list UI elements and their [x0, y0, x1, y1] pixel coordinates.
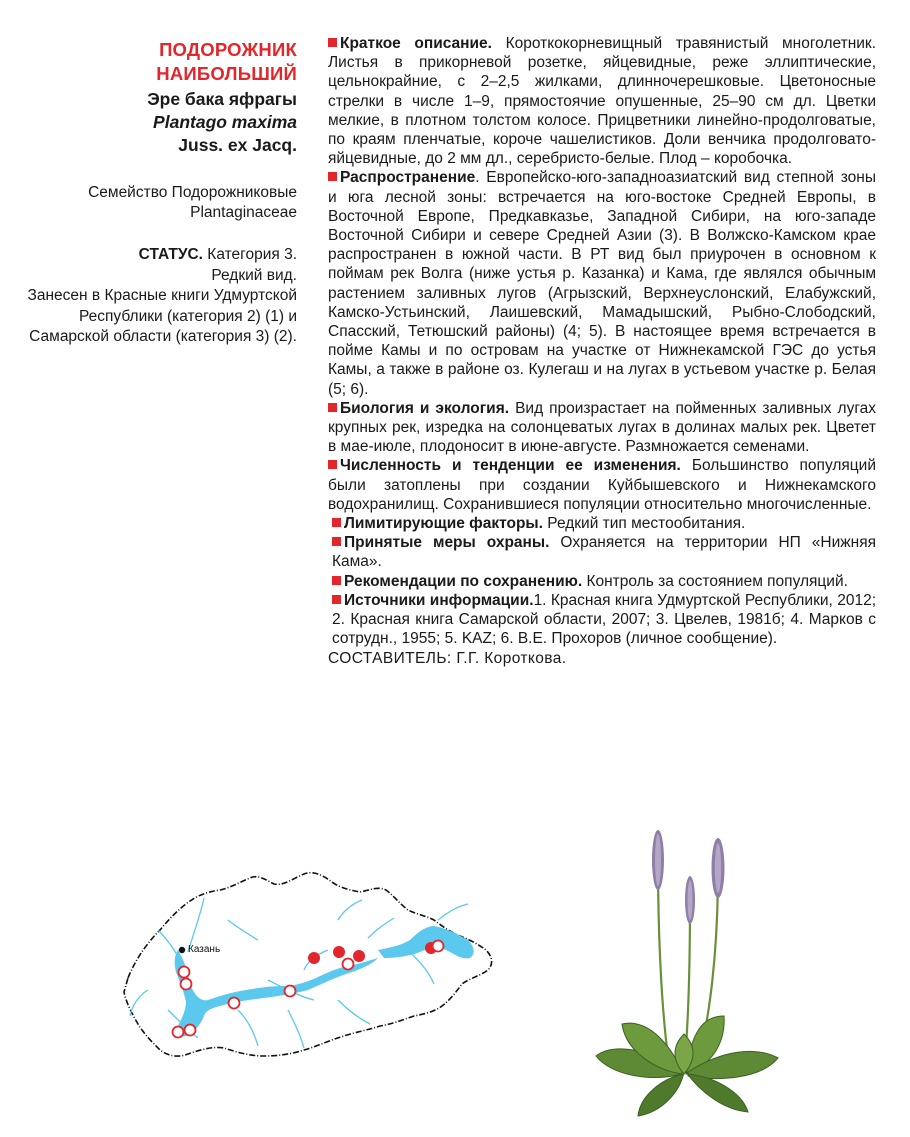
- historical-record-marker: [185, 1025, 196, 1036]
- species-title-line1: ПОДОРОЖНИК: [159, 39, 297, 60]
- red-square-bullet: [328, 403, 337, 412]
- historical-record-marker: [181, 979, 192, 990]
- section-protection-measures: Принятые меры охраны. Охраняется на территории НП «Нижняя Кама».: [332, 534, 876, 571]
- red-square-bullet: [328, 38, 337, 47]
- flower-spikes: [652, 830, 725, 924]
- section-population: Численность и тенденции ее изменения. Большинство популяций были затоплены при создании Куйбышевского и Нижнекамского водохранилищ. Сохранившиеся популяции относительно многочисленные.: [328, 457, 876, 513]
- section-recommendations: Рекомендации по сохранению. Контроль за состоянием популяций.: [328, 572, 876, 591]
- composer-line: [328, 649, 876, 668]
- red-square-bullet: [332, 518, 341, 527]
- status-text: Занесен в Красные книги Удмуртской Республики (категория 2) (1) и Самарской области (категория 3) (2).: [27, 287, 297, 345]
- historical-record-marker: [229, 998, 240, 1009]
- section-description: Краткое описание. Короткокорневищный травянистый многолетник. Листья в прикорневой розетке, яйцевидные, реже эллиптические, цельнокрайние, с 2–2,5 жилками, длинночерешковые. Цветоносные стрелки в числе 1–9, прямостоячие опушенные, 25–90 см дл. Цветки мелкие, в плотном толстом колосе. Прицветники линейно-продолговатые, по краям пленчатые, короче чашелистиков. Доли венчика продолговато-яйцевидные, до 2 мм дл., серебристо-белые. Плод – коробочка.: [328, 35, 876, 168]
- author-name: Juss. ex Jacq.: [178, 135, 297, 155]
- historical-record-marker: [179, 967, 190, 978]
- composer-name: Г.Г. Короткова.: [451, 649, 567, 667]
- kazan-city-label: Казань: [188, 944, 221, 955]
- section-limiting-factors: Лимитирующие факторы. Редкий тип местообитания.: [328, 514, 876, 533]
- family-russian: Семейство Подорожниковые: [88, 184, 297, 201]
- status-label: СТАТУС.: [138, 246, 203, 263]
- current-record-marker: [308, 952, 320, 964]
- historical-record-marker: [343, 959, 354, 970]
- family-block: [20, 183, 297, 223]
- red-square-bullet: [332, 595, 341, 604]
- plant-illustration: [592, 820, 782, 1120]
- current-record-marker: [353, 950, 365, 962]
- historical-record-marker: [173, 1027, 184, 1038]
- status-rare: Редкий вид.: [211, 266, 297, 284]
- section-distribution: Распространение. Европейско-юго-западноазиатский вид степной зоны и юга лесной зоны: встречается на юго-востоке Средней Европы, в Восточной Европе, Предкавказье, Западной Сибири, на юго-западе Восточной Сибири и севере Средней Азии (3). В Волжско-Камском крае распространен в южной части. В РТ вид был приурочен в основном к поймам рек Волга (ниже устья р. Казанка) и Кама, где являлся обычным растением заливных лугов (Агрызский, Верхнеуслонский, Елабужский, Камско-Устьинский, Лаишевский, Мамадышский, Рыбно-Слободский, Спасский, Тетюшский районы) (4; 5). В настоящее время встречается в пойме Камы и по островам на участке от Нижнекамской ГЭС до устья Камы, а также в районе оз. Кулегаш и на лугах в устьевом участке р. Белая (5; 6).: [328, 169, 876, 398]
- distribution-map: [108, 860, 500, 1070]
- historical-record-marker: [433, 941, 444, 952]
- red-square-bullet: [332, 537, 341, 546]
- section-biology: Биология и экология. Вид произрастает на пойменных заливных лугах крупных рек, изредка на солонцеватых лугах в долинах малых рек. Цветет в мае-июле, плодоносит в июне-августе. Размножается семенами.: [328, 399, 877, 456]
- species-header: [20, 38, 297, 348]
- status-category: Категория 3.: [203, 246, 297, 263]
- current-record-marker: [333, 946, 345, 958]
- composer-label: СОСТАВИТЕЛЬ:: [328, 649, 452, 667]
- status-block: [20, 245, 297, 348]
- species-title-line2: НАИБОЛЬШИЙ: [156, 63, 297, 84]
- red-square-bullet: [332, 576, 341, 585]
- description-column: [328, 34, 876, 668]
- section-sources: Источники информации.1. Красная книга Удмуртской Республики, 2012; 2. Красная книга Самарской области, 2007; 3. Цвелев, 1981б; 4. Марков с сотрудн., 1955; 5. KAZ; 6. В.Е. Прохоров (личное сообщение).: [332, 591, 877, 648]
- latin-name: Plantago maxima: [153, 112, 297, 132]
- red-square-bullet: [328, 172, 337, 181]
- red-square-bullet: [328, 460, 337, 469]
- tatar-name: Эре бака яфрагы: [147, 89, 297, 109]
- family-latin: Plantaginaceae: [190, 204, 297, 221]
- kazan-city-dot: [179, 947, 185, 953]
- historical-record-marker: [285, 986, 296, 997]
